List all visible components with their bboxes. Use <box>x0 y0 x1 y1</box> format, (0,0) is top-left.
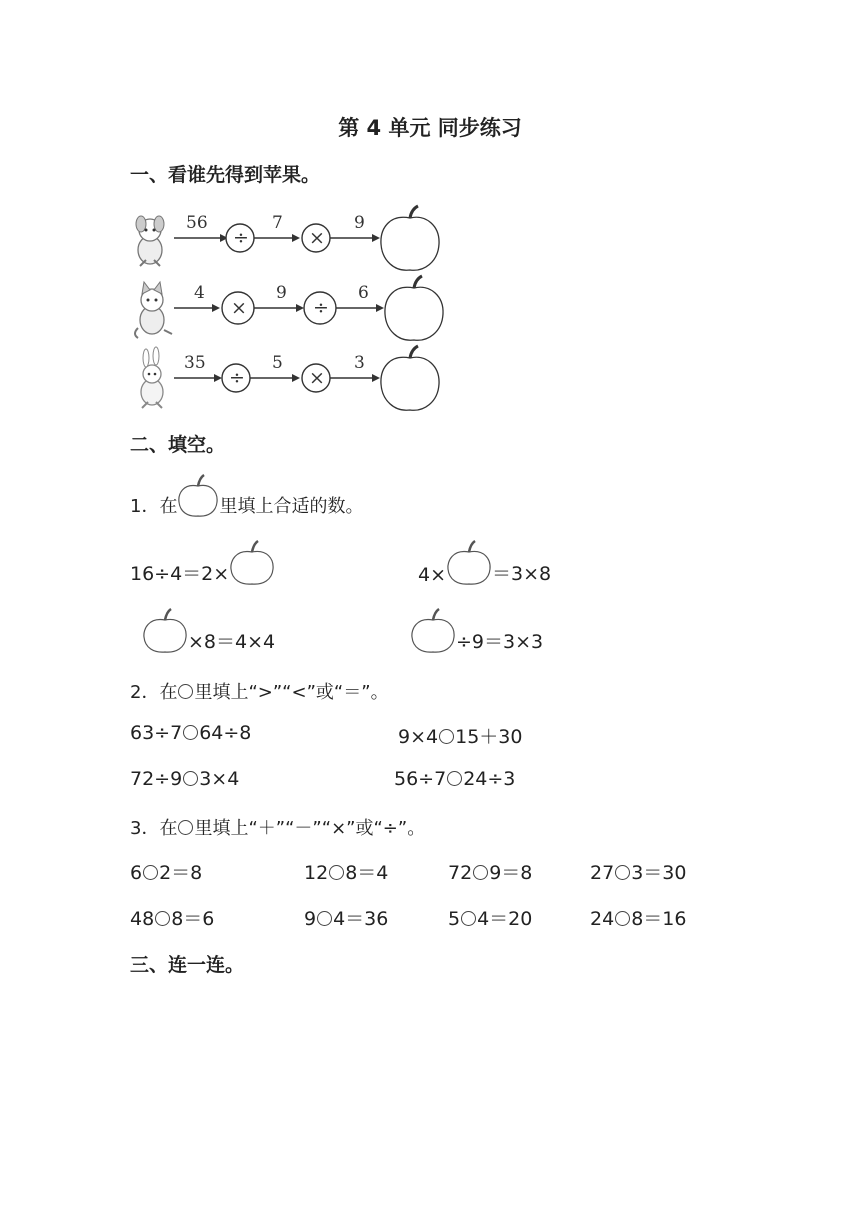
section-3-heading: 三、连一连。 <box>130 954 245 976</box>
question-3-prefix: 3．在 <box>130 818 178 839</box>
q3-item-3-blank[interactable] <box>473 865 488 880</box>
q3-item-7-blank[interactable] <box>461 911 476 926</box>
q2-item-4-left: 56÷7 <box>394 768 447 790</box>
apple-chain-1 <box>128 206 458 278</box>
q3-item-7-left: 5 <box>448 908 461 930</box>
chain-1-svg <box>128 206 458 278</box>
q3-item-8 <box>590 904 686 931</box>
apple-blank-icon[interactable] <box>142 608 188 654</box>
chain-2-number-2: 9 <box>276 283 287 303</box>
chain-3-op-2: × <box>309 367 325 389</box>
q2-item-1-blank[interactable] <box>183 725 198 740</box>
q1-item-2 <box>418 540 551 586</box>
question-2-instruction <box>130 678 389 704</box>
q3-item-5-left: 48 <box>130 908 155 930</box>
dog-icon <box>136 216 164 266</box>
q3-item-3 <box>448 858 532 885</box>
q3-item-8-left: 24 <box>590 908 615 930</box>
chain-3-op-1: ÷ <box>229 367 245 389</box>
q2-item-3-right: 3×4 <box>199 768 240 790</box>
section-2-heading: 二、填空。 <box>130 434 226 456</box>
q3-item-4 <box>590 858 686 885</box>
chain-3-number-1: 35 <box>184 353 206 373</box>
chain-3-svg <box>128 346 458 418</box>
page-title: 第 4 单元 同步练习 <box>338 116 522 140</box>
q3-item-1-blank[interactable] <box>143 865 158 880</box>
chain-2-number-3: 6 <box>358 283 369 303</box>
q2-item-2-left: 9×4 <box>398 726 439 748</box>
apple-blank-icon[interactable] <box>446 540 492 586</box>
apple-icon <box>381 206 439 270</box>
q3-item-4-right: 3＝30 <box>631 862 687 884</box>
q2-item-2-right: 15＋30 <box>455 726 523 748</box>
q3-item-7-right: 4＝20 <box>477 908 533 930</box>
apple-icon <box>177 474 219 518</box>
apple-chain-3 <box>128 346 458 418</box>
question-1-suffix: 里填上合适的数。 <box>219 496 364 517</box>
q2-item-3-left: 72÷9 <box>130 768 183 790</box>
question-3-suffix: 里填上“＋”“－”“×”或“÷”。 <box>194 818 426 839</box>
apple-chain-2 <box>128 276 458 348</box>
question-2-suffix: 里填上“>”“<”或“＝”。 <box>194 682 389 703</box>
q1-item-1 <box>130 540 275 586</box>
q1-item-4-after: ÷9＝3×3 <box>456 631 544 653</box>
q3-item-5 <box>130 904 214 931</box>
q3-item-6 <box>304 904 388 931</box>
chain-1-number-3: 9 <box>354 213 365 233</box>
chain-2-op-1: × <box>231 297 247 319</box>
apple-icon <box>381 346 439 410</box>
q1-item-4 <box>410 608 543 654</box>
cat-icon <box>135 282 172 338</box>
q3-item-7 <box>448 904 532 931</box>
question-2-prefix: 2．在 <box>130 682 178 703</box>
q2-item-1 <box>130 722 251 744</box>
q3-item-3-right: 9＝8 <box>489 862 533 884</box>
chain-1-op-1: ÷ <box>233 227 249 249</box>
q2-item-3 <box>130 768 239 790</box>
chain-2-number-1: 4 <box>194 283 205 303</box>
chain-3-number-3: 3 <box>354 353 365 373</box>
question-1-prefix: 1．在 <box>130 496 178 517</box>
q3-item-6-left: 9 <box>304 908 317 930</box>
question-1-instruction <box>130 474 363 518</box>
q3-item-1 <box>130 858 202 885</box>
section-1-heading: 一、看谁先得到苹果。 <box>130 164 321 186</box>
apple-blank-icon[interactable] <box>410 608 456 654</box>
q1-item-3-after: ×8＝4×4 <box>188 631 276 653</box>
q3-item-2 <box>304 858 388 885</box>
question-3-instruction <box>130 814 425 840</box>
q3-item-2-left: 12 <box>304 862 329 884</box>
circle-blank-icon <box>178 820 193 835</box>
q3-item-1-right: 2＝8 <box>159 862 203 884</box>
chain-2-op-2: ÷ <box>313 297 329 319</box>
q2-item-4-blank[interactable] <box>447 771 462 786</box>
q2-item-1-left: 63÷7 <box>130 722 183 744</box>
q3-item-8-blank[interactable] <box>615 911 630 926</box>
q2-item-2 <box>398 722 522 749</box>
q3-item-2-right: 8＝4 <box>345 862 389 884</box>
q2-item-2-blank[interactable] <box>439 729 454 744</box>
q3-item-6-blank[interactable] <box>317 911 332 926</box>
q3-item-2-blank[interactable] <box>329 865 344 880</box>
q3-item-4-left: 27 <box>590 862 615 884</box>
circle-blank-icon <box>178 684 193 699</box>
q1-item-2-before: 4× <box>418 564 447 586</box>
q3-item-3-left: 72 <box>448 862 473 884</box>
q2-item-4-right: 24÷3 <box>463 768 516 790</box>
rabbit-icon <box>141 347 163 408</box>
q3-item-8-right: 8＝16 <box>631 908 687 930</box>
chain-1-op-2: × <box>309 227 325 249</box>
q3-item-6-right: 4＝36 <box>333 908 389 930</box>
q3-item-5-blank[interactable] <box>155 911 170 926</box>
q1-item-3 <box>142 608 275 654</box>
apple-icon <box>385 276 443 340</box>
q2-item-3-blank[interactable] <box>183 771 198 786</box>
q3-item-1-left: 6 <box>130 862 143 884</box>
chain-3-number-2: 5 <box>272 353 283 373</box>
q1-item-1-before: 16÷4＝2× <box>130 563 230 585</box>
chain-1-number-2: 7 <box>272 213 283 233</box>
chain-2-svg <box>128 276 458 348</box>
q3-item-5-right: 8＝6 <box>171 908 215 930</box>
q2-item-4 <box>394 768 515 790</box>
q3-item-4-blank[interactable] <box>615 865 630 880</box>
chain-1-number-1: 56 <box>186 213 208 233</box>
q1-item-2-after: ＝3×8 <box>492 563 552 585</box>
apple-blank-icon[interactable] <box>229 540 275 586</box>
q2-item-1-right: 64÷8 <box>199 722 252 744</box>
